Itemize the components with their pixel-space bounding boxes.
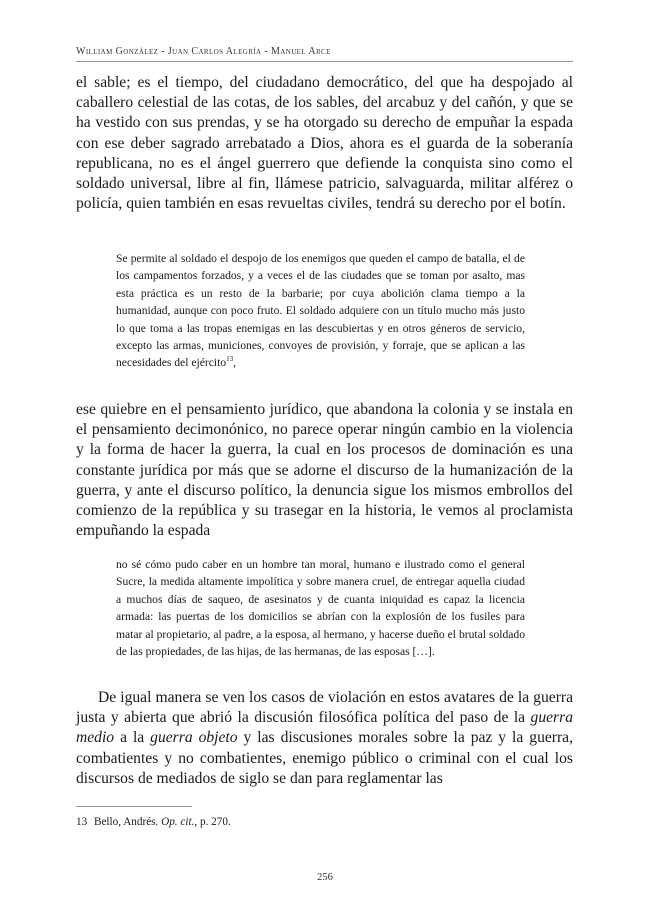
footnote-13 [76,816,231,828]
block-quote-1 [116,250,525,372]
body-paragraph-3 [76,688,573,789]
block-quote-1-text: Se permite al soldado el despojo de los enemigos que queden el campo de batalla, el de los campamentos forzados, y a veces el de las ciudades que se toman por asalto, mas esta práctica es un resto de la barbarie; por cuya abolición clama tiempo a la humanidad, aunque con poco fruto. El soldado adquiere con un título mucho más justo lo que toma a las tropas enemigas en las descubiertas y en otros géneros de servicio, excepto las armas, municiones, convoyes de provisión, y forraje, que se aplican a las necesidades del ejército [116,252,525,370]
emphasis-guerra-medio: guerra medio [76,709,573,747]
body-paragraph-3-part-a: De igual manera se ven los casos de violación en estos avatares de la guerra justa y abierta que abrió la discusión filosófica política del paso de la [76,689,573,727]
body-paragraph-1: el sable; es el tiempo, del ciudadano democrático, del que ha despojado al caballero celestial de las cotas, de los sables, del arcabuz y del cañón, y que se ha vestido con sus prendas, y se ha otorgado su derecho de empuñar la espada con ese deber sagrado arrebatado a Dios, ahora es el guarda de la soberanía republicana, no es el ángel guerrero que defiende la conquista sino como el soldado universal, libre al fin, llámese patricio, salvaguarda, militar alférez o policía, quien también en esas revueltas civiles, tendrá su derecho por el botín. [76,74,573,213]
header-divider [76,61,573,62]
block-quote-1-end: , [233,356,236,370]
footnote-number: 13 [76,816,88,828]
footnote-author: Bello, Andrés. [94,816,159,828]
footnote-divider [76,806,192,807]
body-paragraph-2: ese quiebre en el pensamiento jurídico, que abandona la colonia y se instala en el pensamiento decimonónico, no parece operar ningún cambio en la violencia y la forma de hacer la guerra, la cual en los procesos de dominación es una constante jurídica por más que se adorne el discurso de la humanización de la guerra, y ante el discurso político, la denuncia sigue los mismos embrollos del comienzo de la república y su trasegar en la historia, le vemos al proclamista empuñando la espada [76,401,573,540]
footnote-pages: , p. 270. [194,816,231,828]
body-paragraph-3-part-c: y las discusiones morales sobre la paz y la guerra, combatientes y no combatientes, enemigo público o criminal con el cual los discursos de mediados de siglo se dan para reglamentar las [76,729,573,787]
page-number: 256 [317,872,333,883]
footnote-ref-13[interactable]: 13 [226,355,234,364]
body-paragraph-3-part-b: a la [114,729,151,747]
footnote-work: Op. cit. [161,816,195,828]
emphasis-guerra-objeto: guerra objeto [150,729,238,747]
block-quote-2: no sé cómo pudo caber en un hombre tan moral, humano e ilustrado como el general Sucre, la medida altamente impolítica y sobre manera cruel, de entregar aquella ciudad a muchos días de saqueo, de asesinatos y de cuanta iniquidad es capaz la licencia armada: las puertas de los domicilios se abrían con la explosión de los fusiles para matar al propietario, al padre, a la esposa, al hermano, y hacerse dueño el brutal soldado de las propiedades, de las hijas, de las hermanas, de las esposas […]. [116,558,525,659]
running-header: William González - Juan Carlos Alegría - Manuel Arce [76,46,331,57]
